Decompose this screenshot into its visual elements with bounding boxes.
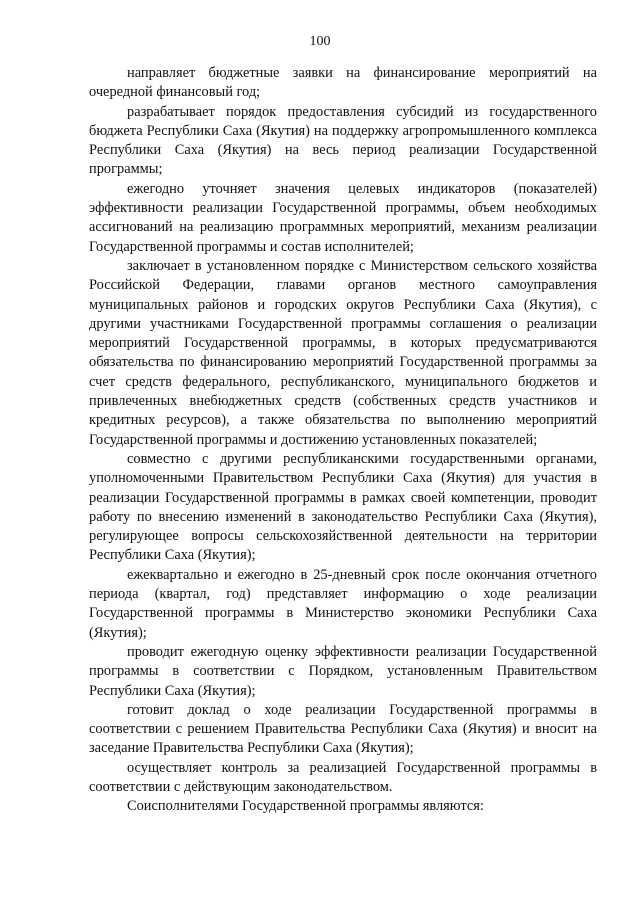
paragraph-efficiency-assessment: проводит ежегодную оценку эффективности реализации Государственной программы в соответствии с Порядком, установленным Правительством Республики Саха (Якутия); bbox=[89, 643, 597, 699]
paragraph-subsidy-procedure: разрабатывает порядок предоставления субсидий из государственного бюджета Республики Саха (Якутия) на поддержку агропромышленного комплекса Республики Саха (Якутия) на весь период реализации Государственной программы; bbox=[89, 103, 597, 178]
paragraph-co-executors: Соисполнителями Государственной программы являются: bbox=[127, 798, 484, 815]
paragraph-progress-report: готовит доклад о ходе реализации Государственной программы в соответствии с решением Правительства Республики Саха (Якутия) и вносит на заседание Правительства Республики Саха (Якутия); bbox=[89, 701, 597, 757]
paragraph-control: осуществляет контроль за реализацией Государственной программы в соответствии с действующим законодательством. bbox=[89, 759, 597, 795]
paragraph-agreements: заключает в установленном порядке с Министерством сельского хозяйства Российской Федерации, главами органов местного самоуправления муниципальных районов и городских округов Республики Саха (Якутия), с другими участниками Государственной программы соглашения о реализации мероприятий Государственной программы, в которых предусматриваются обязательства по финансированию мероприятий Государственной программы за счет средств федерального, республиканского, муниципального бюджетов и привлеченных внебюджетных средств (собственных средств участников и кредитных ресурсов), а также обязательства по выполнению мероприятий Государственной программы и достижению установленных показателей; bbox=[89, 257, 597, 448]
paragraph-quarterly-reporting: ежеквартально и ежегодно в 25-дневный срок после окончания отчетного периода (квартал, год) представляет информацию о ходе реализации Государственной программы в Министерство экономики Республики Саха (Якутия); bbox=[89, 566, 597, 641]
document-body bbox=[89, 64, 597, 817]
page-number: 100 bbox=[309, 34, 331, 49]
paragraph-budget-requests: направляет бюджетные заявки на финансирование мероприятий на очередной финансовый год; bbox=[89, 65, 597, 101]
paragraph-legislation-changes: совместно с другими республиканскими государственными органами, уполномоченными Правительством Республики Саха (Якутия) для участия в реализации Государственной программы в рамках своей компетенции, проводит работу по внесению изменений в законодательство Республики Саха (Якутия), регулирующее вопросы сельскохозяйственной деятельности на территории Республики Саха (Якутия); bbox=[89, 450, 597, 564]
paragraph-target-indicators: ежегодно уточняет значения целевых индикаторов (показателей) эффективности реализации Государственной программы, объем необходимых ассигнований на реализацию программных мероприятий, механизм реализации Государственной программы и состав исполнителей; bbox=[89, 180, 597, 255]
